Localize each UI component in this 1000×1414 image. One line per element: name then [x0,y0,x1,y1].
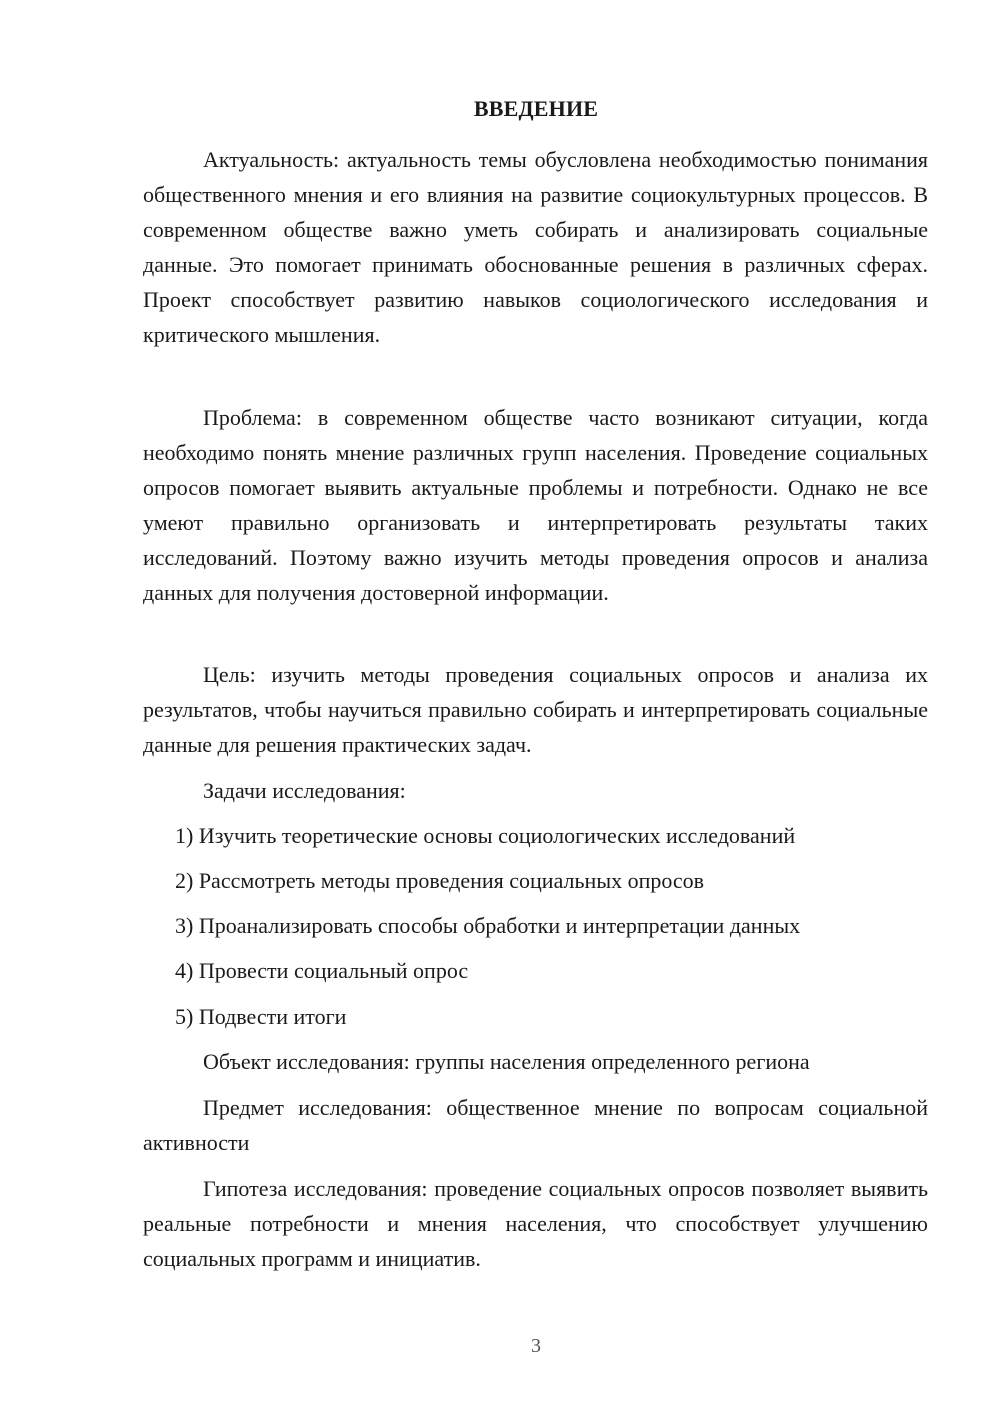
goal-paragraph: Цель: изучить методы проведения социальных опросов и анализа их результатов, чтобы научиться правильно собирать и интерпретировать социальные данные для решения практических задач. [143,662,928,757]
task-item: 4) Провести социальный опрос [175,958,469,983]
subject-paragraph: Предмет исследования: общественное мнение по вопросам социальной активности [143,1095,928,1155]
object-line: Объект исследования: группы населения определенного региона [203,1049,810,1074]
tasks-heading: Задачи исследования: [203,778,406,803]
hypothesis-paragraph: Гипотеза исследования: проведение социальных опросов позволяет выявить реальные потребности и мнения населения, что способствует улучшению социальных программ и инициатив. [143,1176,928,1271]
problem-paragraph: Проблема: в современном обществе часто возникают ситуации, когда необходимо понять мнение различных групп населения. Проведение социальных опросов помогает выявить актуальные проблемы и потребности. Однако не все умеют правильно организовать и интерпретировать результаты таких исследований. Поэтому важно изучить методы проведения опросов и анализа данных для получения достоверной информации. [143,405,928,605]
task-item: 3) Проанализировать способы обработки и интерпретации данных [175,913,801,938]
task-item: 2) Рассмотреть методы проведения социальных опросов [175,868,705,893]
task-item: 1) Изучить теоретические основы социологических исследований [175,823,796,848]
task-item: 5) Подвести итоги [175,1004,347,1029]
page-title: ВВЕДЕНИЕ [473,96,599,121]
page-number: 3 [531,1335,541,1357]
relevance-paragraph: Актуальность: актуальность темы обусловлена необходимостью понимания общественного мнения и его влияния на развитие социокультурных процессов. В современном обществе важно уметь собирать и анализировать социальные данные. Это помогает принимать обоснованные решения в различных сферах. Проект способствует развитию навыков социологического исследования и критического мышления. [143,147,928,347]
